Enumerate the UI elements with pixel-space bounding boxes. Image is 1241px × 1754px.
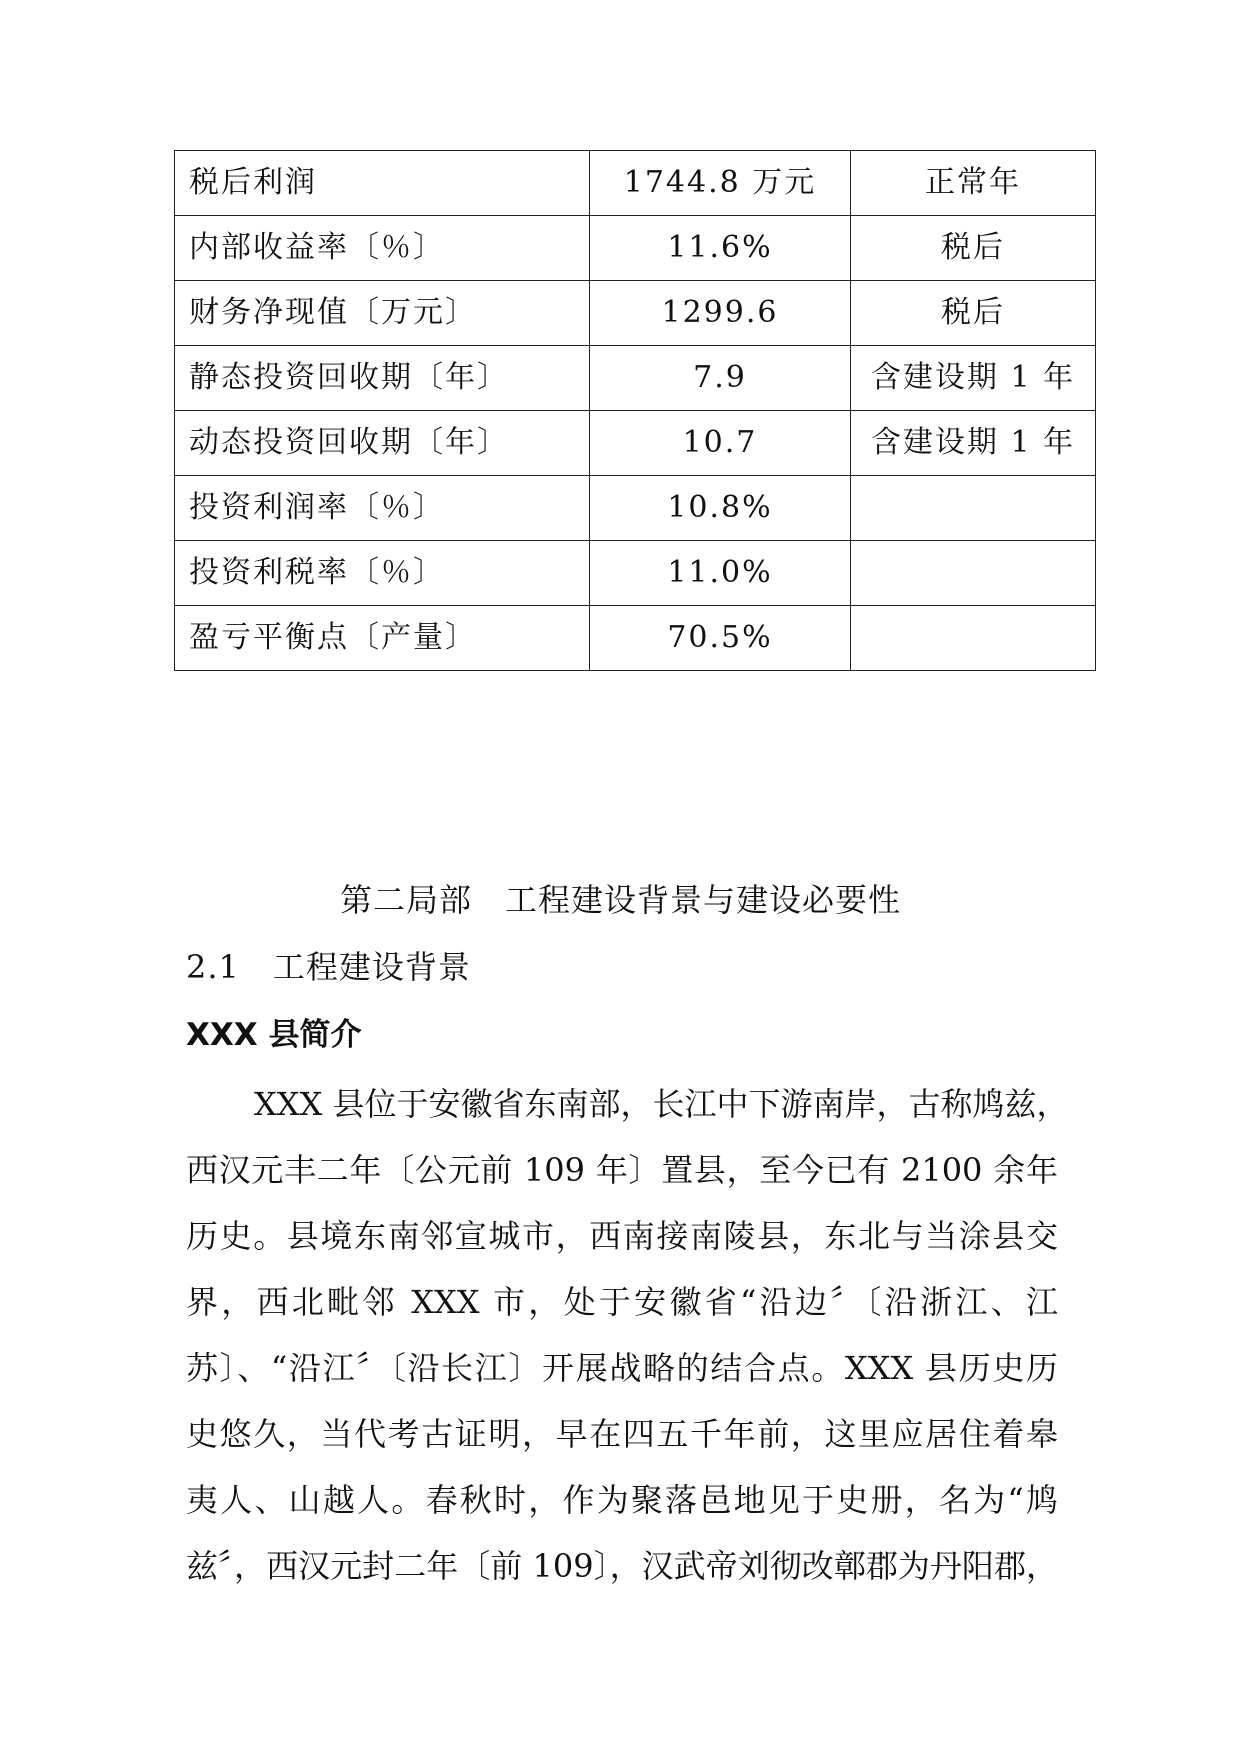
indicator-note: 正常年 xyxy=(851,151,1096,216)
paragraph-line: 兹〞，西汉元封二年〔前 109〕，汉武帝刘彻改鄣郡为丹阳郡， xyxy=(186,1547,1058,1585)
financial-indicators-table xyxy=(174,150,1096,671)
indicator-name: 动态投资回收期〔年〕 xyxy=(175,411,590,476)
table-row xyxy=(175,411,1096,476)
body-paragraph xyxy=(186,1071,1069,1599)
chapter-title: 第二局部 工程建设背景与建设必要性 xyxy=(339,881,901,919)
indicator-value: 11.0% xyxy=(590,541,851,606)
indicator-name: 投资利润率〔％〕 xyxy=(175,476,590,541)
table-row xyxy=(175,606,1096,671)
indicator-note: 税后 xyxy=(851,216,1096,281)
indicator-value: 1299.6 xyxy=(590,281,851,346)
indicator-name: 内部收益率〔％〕 xyxy=(175,216,590,281)
indicator-name: 盈亏平衡点〔产量〕 xyxy=(175,606,590,671)
paragraph-line: XXX 县位于安徽省东南部，长江中下游南岸，古称鸠兹， xyxy=(254,1085,1069,1123)
table-row xyxy=(175,151,1096,216)
paragraph-line: 西汉元丰二年〔公元前 109 年〕置县，至今已有 2100 余年 xyxy=(186,1151,1058,1189)
indicator-value: 10.7 xyxy=(590,411,851,476)
indicator-name: 投资利税率〔％〕 xyxy=(175,541,590,606)
table-row xyxy=(175,541,1096,606)
table-row xyxy=(175,476,1096,541)
indicator-value: 11.6% xyxy=(590,216,851,281)
indicator-note xyxy=(851,541,1096,606)
indicator-name: 财务净现值〔万元〕 xyxy=(175,281,590,346)
indicator-value: 7.9 xyxy=(590,346,851,411)
paragraph-line: 历史。县境东南邻宣城市，西南接南陵县，东北与当涂县交 xyxy=(186,1217,1058,1255)
indicator-note: 税后 xyxy=(851,281,1096,346)
indicator-value: 10.8% xyxy=(590,476,851,541)
table-row xyxy=(175,281,1096,346)
indicator-note xyxy=(851,476,1096,541)
paragraph-line: 界，西北毗邻 XXX 市，处于安徽省“沿边〞〔沿浙江、江 xyxy=(186,1283,1058,1321)
indicator-value: 70.5% xyxy=(590,606,851,671)
paragraph-line: 苏〕、“沿江〞〔沿长江〕开展战略的结合点。XXX 县历史历 xyxy=(186,1349,1058,1387)
indicator-note: 含建设期 1 年 xyxy=(851,346,1096,411)
paragraph-line: 史悠久，当代考古证明，早在四五千年前，这里应居住着皋 xyxy=(186,1415,1058,1453)
indicator-value: 1744.8 万元 xyxy=(590,151,851,216)
indicator-note xyxy=(851,606,1096,671)
indicator-name: 税后利润 xyxy=(175,151,590,216)
subsection-title: XXX 县简介 xyxy=(186,1017,362,1053)
indicator-note: 含建设期 1 年 xyxy=(851,411,1096,476)
table-row xyxy=(175,346,1096,411)
paragraph-line: 夷人、山越人。春秋时，作为聚落邑地见于史册，名为“鸠 xyxy=(186,1481,1058,1519)
table-row xyxy=(175,216,1096,281)
indicator-name: 静态投资回收期〔年〕 xyxy=(175,346,590,411)
section-title: 2.1 工程建设背景 xyxy=(186,948,471,986)
